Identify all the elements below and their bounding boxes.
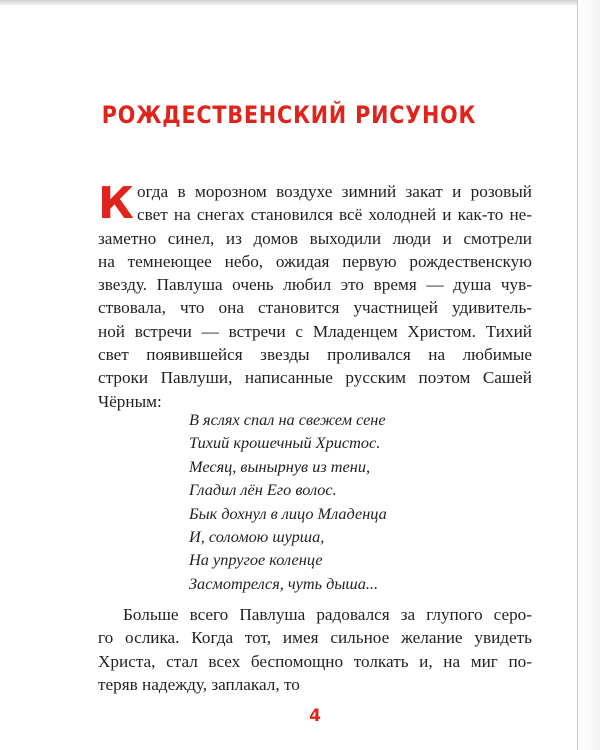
poem-line: На упругое коленце [189,550,323,570]
poem-line: Засмотрелся, чуть дыша... [189,573,379,593]
paragraph-line: на темнеющее небо, ожидая первую рождественскую [98,251,532,271]
paragraph-line: заметно синел, из домов выходили люди и смотрели [98,228,532,248]
page-top-edge [0,0,600,6]
paragraph-line: строки Павлуши, написанные русским поэтом Сашей [98,368,532,388]
poem [189,408,387,595]
paragraph-line: Христа, стал всех беспомощно толкать и, на миг по- [98,651,532,671]
paragraph-line: звезду. Павлуша очень любил это время — душа чув- [98,275,532,295]
poem-line: И, соломою шурша, [189,527,325,547]
paragraph-line: Больше всего Павлуша радовался за глупого серо- [123,605,532,624]
paragraph-line: ствовала, что она становится участницей удивитель- [98,298,532,318]
chapter-title: РОЖДЕСТВЕНСКИЙ РИСУНОК [101,101,477,129]
paragraph-line: теряв надежду, заплакал, то [98,674,300,694]
paragraph-line: свет появившейся звезды проливался на любимые [98,345,532,365]
poem-line: Тихий крошечный Христос. [189,433,381,453]
poem-line: Месяц, вынырнув из тени, [189,456,371,476]
poem-line: В яслях спал на свежем сене [189,410,386,429]
paragraph-line: огда в морозном воздухе зимний закат и розовый [136,182,532,201]
paragraph-line: Чёрным: [98,391,162,411]
page-right-edge [577,0,600,750]
paragraph-1 [98,180,532,413]
page-number: 4 [309,706,321,726]
paragraph-2 [98,603,532,696]
paragraph-line: свет на снегах становился всё холодней и как-то не- [136,205,532,225]
poem-line: Гладил лён Его волос. [189,480,337,500]
paragraph-line: ной встречи — встречи с Младенцем Христом. Тихий [98,321,532,341]
poem-line: Бык дохнул в лицо Младенца [189,503,387,523]
paragraph-line: го ослика. Когда тот, имея сильное желание увидеть [98,628,532,648]
drop-cap: К [98,178,134,229]
